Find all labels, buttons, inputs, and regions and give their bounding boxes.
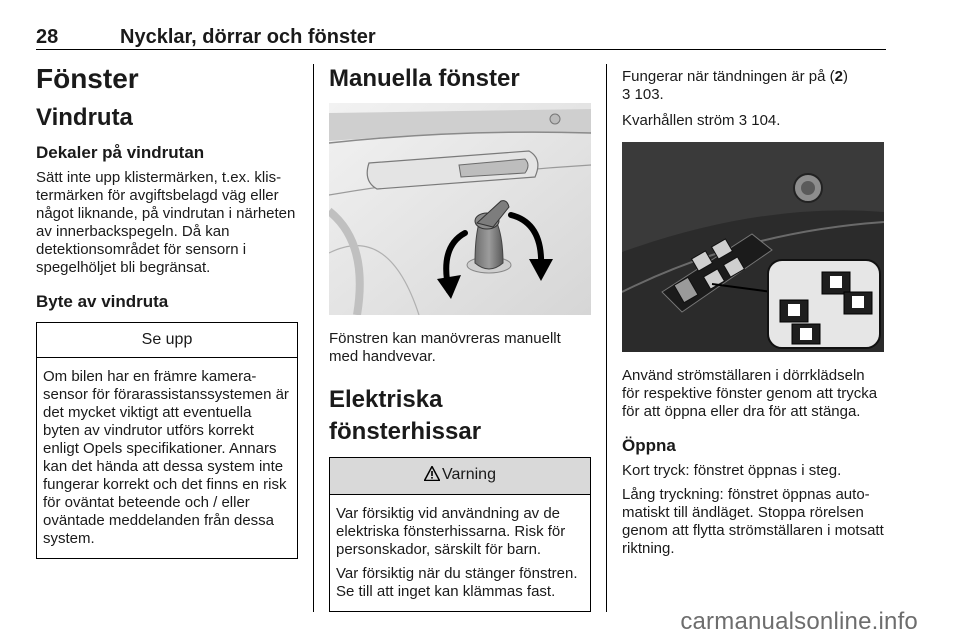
warning-text-1: Var försiktig vid användning av de elektriska fönsterhissarna. Risk för personskador, särskilt för barn. xyxy=(336,505,566,558)
heading-windscreen: Vindruta xyxy=(36,104,133,131)
retained-power-text: Kvarhållen ström xyxy=(622,112,735,129)
header-rule xyxy=(36,49,886,50)
page-number: 28 xyxy=(36,26,59,48)
paragraph-ignition xyxy=(622,68,884,104)
caution-box xyxy=(36,322,298,559)
column-1 xyxy=(36,60,298,559)
paragraph-switch-use: Använd strömställaren i dörrklädseln för respektive fönster genom att trycka för att öppna eller dra för att stänga. xyxy=(622,367,878,420)
warning-box xyxy=(329,457,591,612)
switch-panel-drawing xyxy=(622,142,884,352)
heading-replace-windscreen: Byte av vindruta xyxy=(36,292,169,311)
column-3 xyxy=(622,60,884,558)
paragraph-decals: Sätt inte upp klistermärken, t.ex. klistermärken för avgiftsbelagd väg eller något liknande, på vindrutan i närheten av innerbackspegeln. Då kan detektionsområdet för sensorn i spegelhöljet bli begränsat. xyxy=(36,169,296,276)
caution-text: Om bilen har en främre kamerasensor för förarassistanssystemen är det mycket viktigt att eventuella byten av vindrutor utförs korrekt enligt Opels specifikationer. Annars kan det hända att dessa system inte fungerar korrekt och det finns en risk för oväntat beteende och / eller oväntade meddelanden från dessa system. xyxy=(43,368,289,547)
page-header xyxy=(36,26,886,50)
warning-header xyxy=(330,458,590,495)
chapter-title: Nycklar, dörrar och fönster xyxy=(120,26,376,48)
paragraph-retained-power xyxy=(622,112,884,130)
manual-window-crank-illustration xyxy=(329,103,591,315)
heading-decals: Dekaler på vindrutan xyxy=(36,143,205,162)
page-reference-symbol: 3 xyxy=(738,112,748,129)
caution-title: Se upp xyxy=(37,323,297,358)
column-divider-1 xyxy=(313,64,314,612)
column-2 xyxy=(329,60,591,612)
heading-open: Öppna xyxy=(622,436,676,455)
paragraph-manual-windows: Fönstren kan manövreras manuellt med handvevar. xyxy=(329,330,561,365)
ignition-page-ref[interactable]: 103. xyxy=(634,86,664,103)
retained-power-page-ref[interactable]: 104. xyxy=(751,112,781,129)
column-divider-2 xyxy=(606,64,607,612)
heading-windows: Fönster xyxy=(36,63,139,94)
ignition-close: ) xyxy=(842,68,848,85)
warning-triangle-icon xyxy=(424,466,440,486)
power-window-switch-illustration xyxy=(622,142,884,352)
warning-title: Varning xyxy=(442,466,496,483)
heading-electric-windows: Elektriska fönsterhissar xyxy=(329,386,482,445)
paragraph-short-press: Kort tryck: fönstret öppnas i steg. xyxy=(622,462,842,479)
heading-manual-windows: Manuella fönster xyxy=(329,65,520,92)
warning-text-2: Var försiktig när du stänger fönstren. Se till att inget kan klämmas fast. xyxy=(336,565,578,600)
door-crank-drawing xyxy=(329,103,591,315)
ignition-position: 2 xyxy=(834,68,843,85)
ignition-text: Fungerar när tändningen är på ( xyxy=(622,68,835,85)
site-watermark: carmanualsonline.info xyxy=(680,608,918,635)
paragraph-long-press: Lång tryckning: fönstret öppnas automatiskt till ändläget. Stoppa rörelsen genom att flytta strömställaren i motsatt riktning. xyxy=(622,486,884,557)
page-reference-symbol: 3 xyxy=(622,86,631,103)
